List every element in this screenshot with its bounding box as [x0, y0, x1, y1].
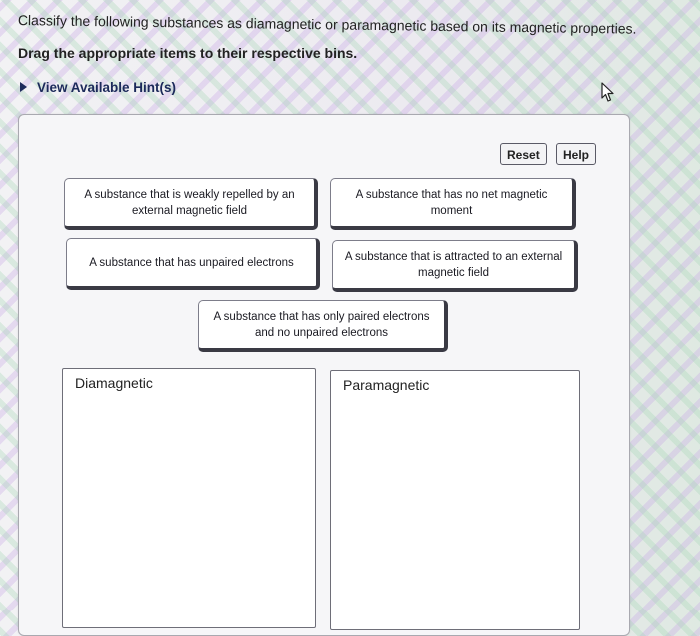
drag-item-only-paired-electrons[interactable]	[198, 300, 448, 352]
diamagnetic-bin[interactable]	[62, 368, 316, 628]
drag-item-attracted[interactable]	[332, 240, 578, 292]
reset-button[interactable]: Reset	[500, 143, 547, 165]
drag-item-label: A substance that has only paired electrons and no unpaired electrons	[213, 310, 430, 339]
drag-item-label: A substance that is attracted to an external magnetic field	[344, 250, 563, 279]
paramagnetic-bin[interactable]	[330, 370, 580, 630]
instruction-text: Drag the appropriate items to their respective bins.	[18, 45, 358, 61]
drag-item-unpaired-electrons[interactable]	[66, 238, 320, 290]
help-button[interactable]: Help	[556, 143, 596, 165]
drag-item-label: A substance that is weakly repelled by an external magnetic field	[84, 188, 295, 217]
mouse-cursor-icon	[600, 82, 614, 102]
question-text: Classify the following substances as diamagnetic or paramagnetic based on its magnetic properties.	[17, 12, 637, 37]
drag-item-no-net-moment[interactable]	[330, 178, 576, 230]
drag-item-label: A substance that has unpaired electrons	[89, 256, 294, 269]
disclosure-triangle-icon	[20, 82, 27, 92]
drag-item-label: A substance that has no net magnetic moment	[355, 188, 548, 217]
view-hints-label: View Available Hint(s)	[37, 80, 177, 95]
bin-title-paramagnetic: Paramagnetic	[343, 377, 430, 393]
view-hints-link[interactable]	[20, 80, 176, 95]
drag-item-weakly-repelled[interactable]	[64, 178, 318, 230]
bin-title-diamagnetic: Diamagnetic	[75, 375, 153, 391]
